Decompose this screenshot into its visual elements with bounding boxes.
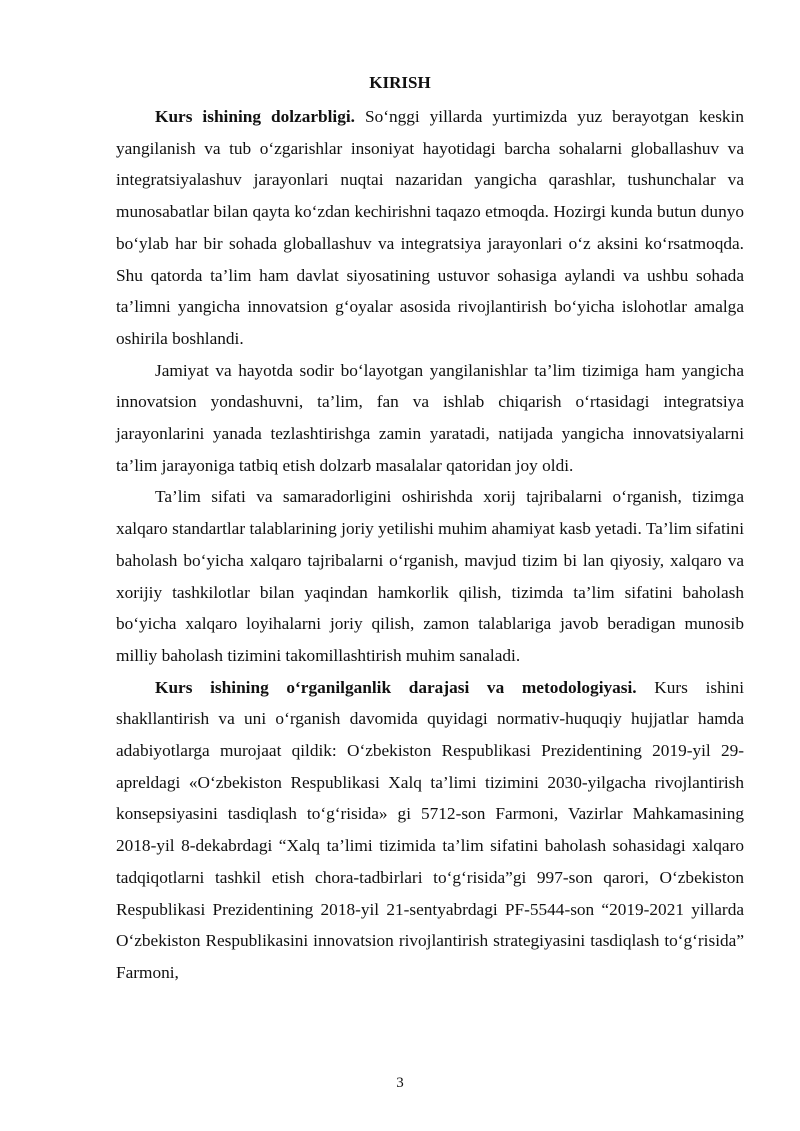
- paragraph-heading: Kurs ishining o‘rganilganlik darajasi va metodologiyasi.: [155, 677, 637, 697]
- page-number: 3: [396, 1075, 404, 1091]
- paragraph-methodology: [116, 672, 744, 989]
- paragraph-society: [116, 355, 744, 482]
- page-title: KIRISH: [369, 73, 431, 92]
- paragraph-text: Kurs ishini shakllantirish va uni o‘rganish davomida quyidagi normativ-huquqiy hujjatlar hamda adabiyotlarga murojaat qildik: O‘zbekiston Respublikasi Prezidentining 2019-yil 29-apreldagi «O‘zbekiston Respublikasi Xalq ta’limi tizimini 2030-yilgacha rivojlantirish konsepsiyasini tasdiqlash to‘g‘risida» gi 5712-son Farmoni, Vazirlar Mahkamasining 2018-yil 8-dekabrdagi “Xalq ta’limi tizimida ta’lim sifatini baholash sohasidagi xalqaro tadqiqotlarni tashkil etish chora-tadbirlari to‘g‘risida”gi 997-son qarori, O‘zbekiston Respublikasi Prezidentining 2018-yil 21-sentyabrdagi PF-5544-son “2019-2021 yillarda O‘zbekiston Respublikasini innovatsion rivojlantirish strategiyasini tasdiqlash to‘g‘risida” Farmoni,: [116, 677, 744, 982]
- paragraph-text: Ta’lim sifati va samaradorligini oshirishda xorij tajribalarni o‘rganish, tizimga xalqaro standartlar talablarining joriy yetilishi muhim ahamiyat kasb yetadi. Ta’lim sifatini baholash bo‘yicha xalqaro tajribalarni o‘rganish, mavjud tizim bi lan qiyosiy, xalqaro va xorijiy tashkilotlar bilan yaqindan hamkorlik qilish, tizimda ta’lim sifatini baholash bo‘yicha xalqaro loyihalarni joriy qilish, zamon talablariga javob beradigan munosib milliy baholash tizimini takomillashtirish muhim sanaladi.: [116, 487, 744, 665]
- document-body: [116, 101, 744, 989]
- paragraph-text: Jamiyat va hayotda sodir bo‘layotgan yangilanishlar ta’lim tizimiga ham yangicha innovatsion yondashuvni, ta’lim, fan va ishlab chiqarish o‘rtasidagi integratsiya jarayonlarini yanada tezlashtirishga zamin yaratadi, natijada yangicha innovatsiyalarni ta’lim jarayoniga tatbiq etish dolzarb masalalar qatoridan joy oldi.: [116, 360, 744, 475]
- paragraph-text: So‘nggi yillarda yurtimizda yuz berayotgan keskin yangilanish va tub o‘zgarishlar insoniyat hayotidagi barcha sohalarni globallashuv va integratsiyalashuv jarayonlari nuqtai nazaridan yangicha qarashlar, tushunchalar va munosabatlar bilan qayta ko‘zdan kechirishni taqazo etmoqda. Hozirgi kunda butun dunyo bo‘ylab har bir sohada globallashuv va integratsiya jarayonlari o‘z aksini ko‘rsatmoqda. Shu qatorda ta’lim ham davlat siyosatining ustuvor sohasiga aylandi va ushbu sohada ta’limni yangicha innovatsion g‘oyalar asosida rivojlantirish bo‘yicha islohotlar amalga oshirila boshlandi.: [116, 107, 745, 348]
- paragraph-quality: [116, 481, 744, 671]
- paragraph-relevance: [116, 101, 744, 355]
- paragraph-heading: Kurs ishining dolzarbligi.: [155, 107, 355, 126]
